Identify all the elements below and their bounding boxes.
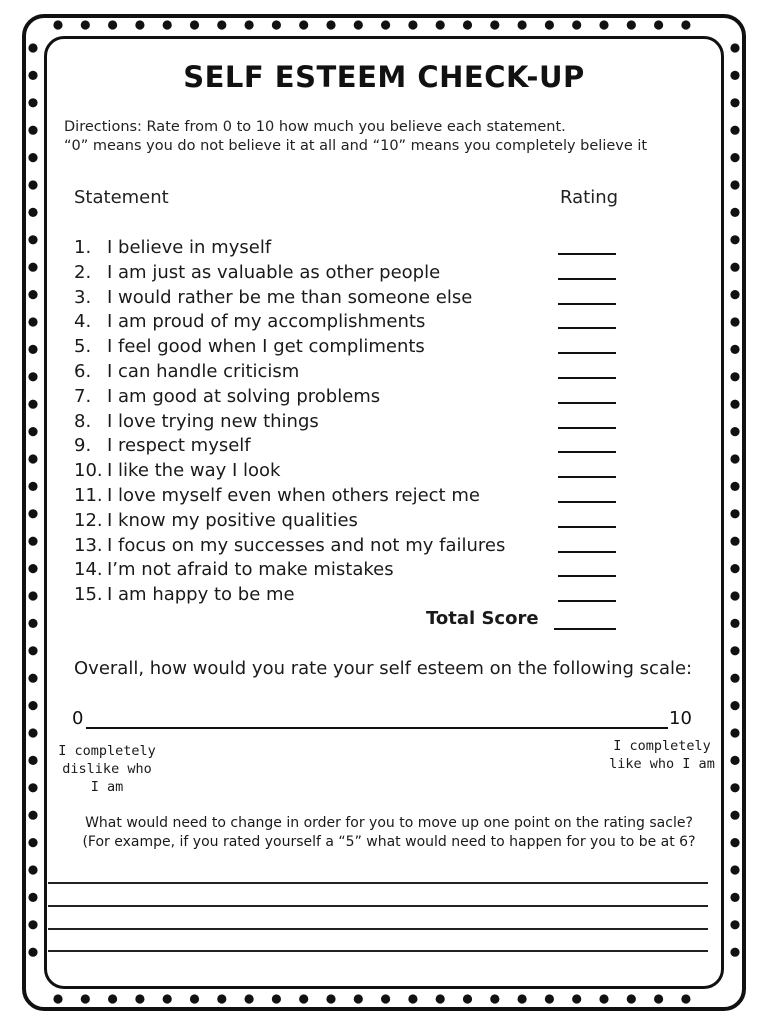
statement-number: 12. [74,509,103,531]
scale-max-label: 10 [669,708,692,729]
followup-line-1: What would need to change in order for you to move up one point on the rating sacle? [85,815,693,831]
followup-line-2: (For exampe, if you rated yourself a “5” what would need to happen for you to be at 6? [82,834,696,850]
statement-list [74,236,714,608]
answer-line-3[interactable] [48,928,708,930]
statement-text: I am just as valuable as other people [107,261,441,283]
total-score-row [74,608,714,634]
statement-text: I feel good when I get compliments [107,336,425,358]
statement-row [74,558,714,583]
statement-text: I like the way I look [107,460,281,482]
total-score-blank[interactable] [554,628,616,630]
total-score-label: Total Score [426,608,539,629]
statement-row [74,434,714,459]
answer-line-4[interactable] [48,950,708,952]
statement-text: I would rather be me than someone else [107,286,473,308]
directions-line-2: “0” means you do not believe it at all and “10” means you completely believe it [64,138,648,154]
statement-text: I’m not afraid to make mistakes [107,559,394,581]
statement-text: I am proud of my accomplishments [107,311,426,333]
directions-line-1: Directions: Rate from 0 to 10 how much you believe each statement. [64,119,566,135]
statement-number: 3. [74,286,92,308]
statement-number: 13. [74,534,103,556]
statement-text: I believe in myself [107,237,272,258]
statement-text: I love myself even when others reject me [107,484,480,506]
statement-text: I am good at solving problems [107,385,381,407]
rating-column-header: Rating [560,187,619,208]
statement-row [74,286,714,311]
statement-number: 4. [74,311,92,333]
statement-row [74,534,714,559]
scale-max-caption: I completely like who I am [609,738,715,772]
rating-blank[interactable] [558,377,616,379]
statement-number: 7. [74,385,92,407]
statement-row [74,236,714,261]
rating-blank[interactable] [558,253,616,255]
rating-blank[interactable] [558,575,616,577]
rating-blank[interactable] [558,501,616,503]
statement-row [74,410,714,435]
statement-row [74,484,714,509]
statement-text: I can handle criticism [107,360,300,382]
overall-question: Overall, how would you rate your self esteem on the following scale: [74,658,693,679]
rating-blank[interactable] [558,526,616,528]
rating-blank[interactable] [558,551,616,553]
statement-number: 15. [74,584,103,606]
statement-text: I focus on my successes and not my failures [107,534,506,556]
statement-number: 9. [74,435,92,457]
rating-blank[interactable] [558,600,616,602]
statement-number: 8. [74,410,92,432]
statement-row [74,385,714,410]
rating-blank[interactable] [558,476,616,478]
scale-min-caption: I completely dislike who I am [58,743,156,795]
worksheet-title: SELF ESTEEM CHECK-UP [183,60,585,94]
statement-column-header: Statement [74,187,169,208]
scale-min-label: 0 [72,708,84,729]
statement-row [74,583,714,608]
rating-blank[interactable] [558,303,616,305]
followup-question [54,814,724,852]
statement-number: 14. [74,559,103,581]
rating-blank[interactable] [558,278,616,280]
statement-row [74,509,714,534]
rating-blank[interactable] [558,451,616,453]
directions [64,118,724,156]
rating-blank[interactable] [558,402,616,404]
rating-blank[interactable] [558,327,616,329]
statement-text: I love trying new things [107,410,319,432]
statement-row [74,360,714,385]
statement-row [74,261,714,286]
statement-number: 11. [74,484,103,506]
rating-scale-line[interactable] [86,727,668,729]
statement-row [74,459,714,484]
statement-number: 10. [74,460,103,482]
statement-number: 6. [74,360,92,382]
statement-text: I respect myself [107,435,251,457]
statement-text: I know my positive qualities [107,509,358,531]
answer-line-2[interactable] [48,905,708,907]
answer-line-1[interactable] [48,882,708,884]
rating-blank[interactable] [558,352,616,354]
statement-number: 2. [74,261,92,283]
statement-number: 1. [74,237,92,258]
statement-row [74,335,714,360]
statement-number: 5. [74,336,92,358]
statement-text: I am happy to be me [107,584,295,606]
rating-blank[interactable] [558,427,616,429]
statement-row [74,310,714,335]
